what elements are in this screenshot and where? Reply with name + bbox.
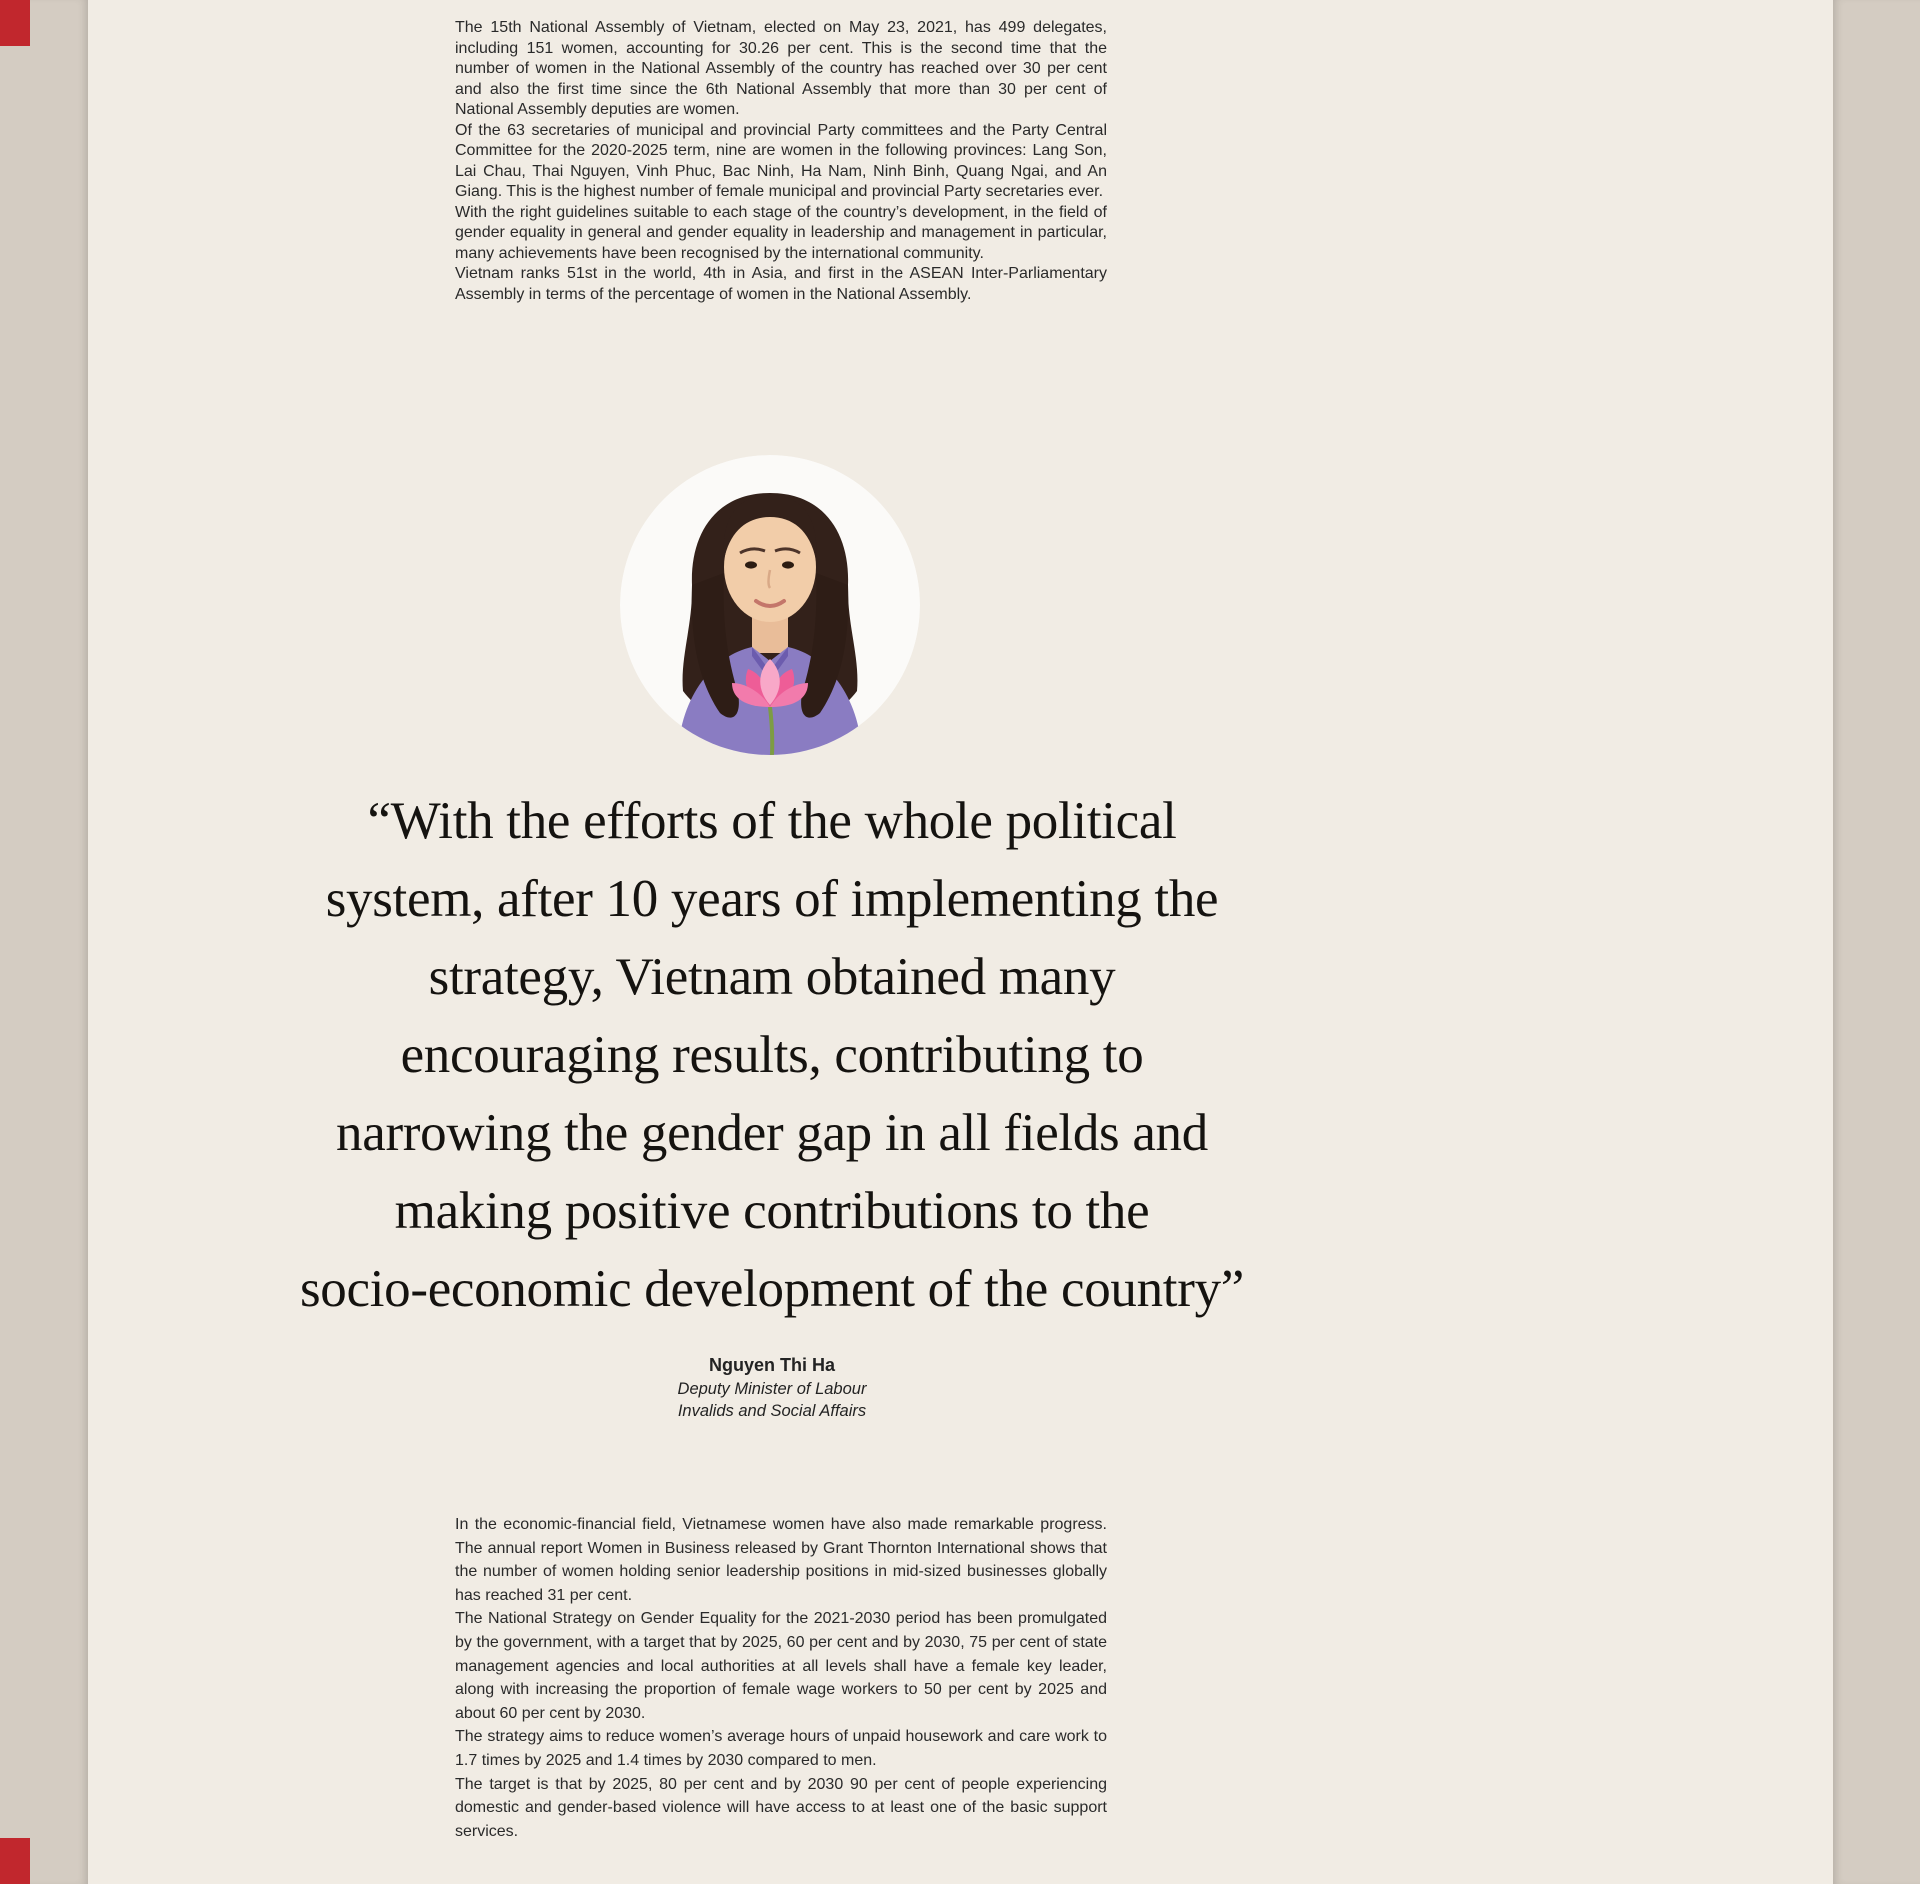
pull-quote [240,782,1304,1328]
pull-quote-line: system, after 10 years of implementing the [325,870,1219,928]
body-paragraph: In the economic-financial field, Vietnamese women have also made remarkable progress. The annual report Women in Business released by Grant Thornton International shows that the number of women holding senior leadership positions in mid-sized businesses globally has reached 31 per cent. [455,1516,1107,1604]
pull-quote-line: making positive contributions to the [394,1182,1150,1240]
pull-quote-line: “With the efforts of the whole political [367,792,1177,850]
right-margin-strip [1833,0,1920,1884]
pull-quote-line: socio-economic development of the country” [299,1260,1244,1318]
adjacent-page-red-mark-top [0,0,30,46]
body-paragraph: The target is that by 2025, 80 per cent and by 2030 90 per cent of people experiencing domestic and gender-based violence will have access to at least one of the basic support services. [455,1775,1107,1840]
intro-text-block [455,18,1107,305]
portrait-image [620,455,920,755]
quote-attribution [472,1352,1072,1422]
intro-paragraph: Of the 63 secretaries of municipal and provincial Party committees and the Party Central Committee for the 2020-2025 term, nine are women in the following provinces: Lang Son, Lai Chau, Thai Nguyen, Vinh Phuc, Bac Ninh, Ha Nam, Ninh Binh, Quang Ngai, and An Giang. This is the highest number of female municipal and provincial Party secretaries ever. [455,121,1107,200]
pull-quote-line: encouraging results, contributing to [400,1026,1144,1084]
intro-paragraph: The 15th National Assembly of Vietnam, elected on May 23, 2021, has 499 delegates, including 151 women, accounting for 30.26 per cent. This is the second time that the number of women in the National Assembly of the country has reached over 30 per cent and also the first time since the 6th National Assembly that more than 30 per cent of National Assembly deputies are women. [455,19,1107,118]
left-margin-strip [0,0,88,1884]
portrait-photo [620,455,920,755]
intro-paragraph: With the right guidelines suitable to each stage of the country’s development, in the field of gender equality in general and gender equality in leadership and management in particular, many achievements have been recognised by the international community. [455,203,1107,262]
intro-paragraph: Vietnam ranks 51st in the world, 4th in Asia, and first in the ASEAN Inter-Parliamentary Assembly in terms of the percentage of women in the National Assembly. [455,265,1107,303]
attribution-role-line-2: Invalids and Social Affairs [677,1402,867,1420]
pull-quote-line: narrowing the gender gap in all fields and [336,1104,1208,1162]
attribution-name: Nguyen Thi Ha [708,1355,835,1375]
attribution-role-line-1: Deputy Minister of Labour [677,1380,867,1398]
pull-quote-line: strategy, Vietnam obtained many [428,948,1116,1006]
body-paragraph: The National Strategy on Gender Equality for the 2021-2030 period has been promulgated by the government, with a target that by 2025, 60 per cent and by 2030, 75 per cent of state management agencies and local authorities at all levels shall have a female key leader, along with increasing the proportion of female wage workers to 50 per cent by 2025 and about 60 per cent by 2030. [455,1610,1107,1722]
body-paragraph: The strategy aims to reduce women’s average hours of unpaid housework and care work to 1.7 times by 2025 and 1.4 times by 2030 compared to men. [455,1728,1107,1769]
body-text-block [455,1513,1107,1843]
adjacent-page-red-mark-bottom [0,1838,30,1884]
